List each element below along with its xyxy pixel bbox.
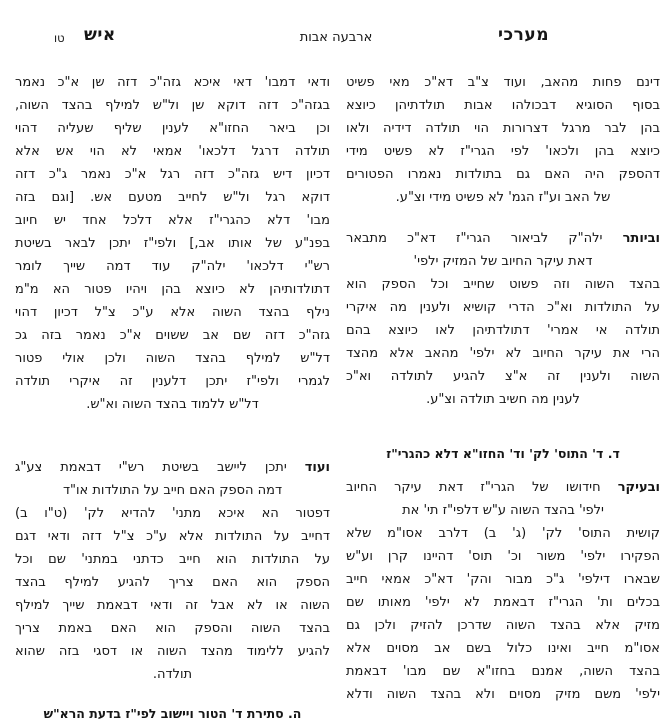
text-line: אסו"מ חייב ואינו כלול בשם אב מסוים אלא bbox=[346, 641, 660, 656]
text-line: תולדה. bbox=[152, 667, 193, 682]
text-line: הפקירו ילפי' משור וכ' תוס' דהיינו קרן וע"ש bbox=[346, 549, 660, 564]
text-line: דוקא רגל ול"ש לחייב מטעם אש. [וגם בזה bbox=[15, 190, 330, 205]
text-line: רש"י דלכאו' ילה"ק עוד דמה שייך לומר bbox=[15, 259, 330, 274]
section-heading: ה. סתירת ד' הטור ויישוב לפי"ז בדעת הרא"ש bbox=[43, 706, 302, 720]
text-line: בהצד השוה, אמנם בחזו"א שם מבו' דבאמת bbox=[346, 664, 660, 679]
text-line: נילף בהצד השוה אלא ע"כ צ"ל דכיון דהוי bbox=[15, 305, 330, 320]
text-line: לגמרי ולפי"ז יתכן דלענין זה איקרי תולדה bbox=[15, 374, 330, 389]
text-line: ועוד יתכן ליישב בשיטת רש"י דבאמת צע"ג bbox=[15, 460, 330, 475]
text-line: בהצד השוה וזה פשוט שחייב וכל הספק הוא bbox=[346, 277, 660, 292]
text-line: תולדה דרגל דלכאו' אמאי לא הוי אש אלא bbox=[15, 144, 330, 159]
text-line: מבו' דלא כהגרי"ז אלא דלכל אחד יש חיוב bbox=[15, 213, 330, 228]
text-line: תולדה אי אמרי' דתולדתיהן לאו כיוצא בהם bbox=[346, 323, 660, 338]
text-line: השוה ולענין זה א"צ להגיע לתולדה וא"כ bbox=[346, 369, 660, 384]
section-heading: ד. ד' התוס' לק' וד' החזו"א דלא כהגרי"ז bbox=[386, 446, 620, 461]
paragraph bbox=[15, 456, 330, 686]
text-line: בכלים ות' הגרי"ז דבאמת לא ילפי' מאותו שם bbox=[346, 595, 660, 610]
text-line: שבארו דילפי' ג"כ מבור והק' דא"כ אמאי חייב bbox=[346, 572, 660, 587]
text-line: בפנ"ע של אותו אב,] ולפי"ז יתכן לבאר בשיטת bbox=[15, 236, 330, 251]
running-head-title-left: איש bbox=[84, 25, 116, 45]
text-line: דכיון דיש גזה"כ דזה רגל א"כ נאמר ג"כ דזה bbox=[15, 167, 330, 182]
text-line: הרי את עיקר החיוב לא ילפי' מהאב אלא מהצד bbox=[346, 346, 660, 361]
column-left bbox=[15, 71, 330, 720]
text-line: מזיק אלא בהצד השוה שדרכן להזיק ולכן גם bbox=[346, 618, 660, 633]
paragraph bbox=[346, 227, 660, 411]
text-line: ילפי' משם מזיק מסוים ולא בהצד השוה ודלא bbox=[346, 687, 660, 702]
text-line: כיוצא בהן ולכאו' לפי הגרי"ז לא פשיט מידי bbox=[346, 144, 660, 159]
text-line: דמה הספק האם חייב על התולדות או"ד bbox=[62, 483, 283, 498]
text-line: גזה"כ דזה שם אב ששוים א"כ נאמר בזה גכ bbox=[15, 328, 330, 343]
column-right bbox=[346, 71, 660, 706]
text-line: הספק הוא האם צריך להגיע למילף בהצד bbox=[15, 575, 330, 590]
paragraph bbox=[15, 71, 330, 416]
text-line: דתולדותיהן לא כיוצא בהן ויהיו פטור הא מ"מ bbox=[15, 282, 330, 297]
text-line: בהן לבר מרגל דצרורות הוי תולדה דידיה ולאו bbox=[346, 121, 660, 136]
text-line: בגזה"כ דזה דוקא שן ול"ש למילף בהצד השוה, bbox=[15, 98, 330, 113]
running-head-title-right: מערכי bbox=[498, 25, 549, 45]
page-number: טו bbox=[54, 31, 65, 45]
text-line: דפטור הא איכא מתני' להדיא לק' (ט"ו ב) bbox=[15, 506, 330, 521]
text-line: דל"ש ללמוד בהצד השוה וא"ש. bbox=[86, 397, 259, 412]
paragraph bbox=[346, 476, 660, 706]
text-line: ודאי דמבו' דאי איכא גזה"כ דזה שן א"כ נאמר bbox=[15, 75, 330, 90]
text-line: לענין מה חשיב תולדה וצ"ע. bbox=[426, 392, 580, 407]
text-line: וכן ביאר החזו"א לענין שליף שעליה דהוי bbox=[15, 121, 330, 136]
text-line: השוה או לא אבל זה ודאי דבאמת שייך למילף bbox=[15, 598, 330, 613]
text-line: דחייב על התולדות אלא ע"כ צ"ל דזה ודאי דגם bbox=[15, 529, 330, 544]
paragraph bbox=[346, 71, 660, 209]
text-line: דל"ש למילף בהצד השוה ולכן אולי פטור bbox=[15, 351, 330, 366]
text-line: דינם פחות מהאב, ועוד צ"ב דא"כ מאי פשיט bbox=[346, 75, 660, 90]
text-line: ובעיקר חידושו של הגרי"ז דאת עיקר החיוב bbox=[346, 480, 660, 495]
text-line: דאת עיקר החיוב של המזיק ילפי' bbox=[413, 254, 593, 269]
text-line: בסוף הסוגיא דבכולהו אבות תולדתיהן כיוצא bbox=[346, 98, 660, 113]
text-line: להגיע ללימוד מהצד השוה או דסגי בזה שהוא bbox=[15, 644, 330, 659]
text-line: בהצד השוה והספק הוא האם באמת צריך bbox=[15, 621, 330, 636]
text-line: ילפי' בהצד השוה ע"ש דלפי"ז תי' את bbox=[402, 503, 604, 518]
text-line: על התולדות וא"כ הדרי קושיא ולענין מה איקרי bbox=[346, 300, 660, 315]
text-line: על התולדות הוא חייב כדתני במתני' שם וכל bbox=[15, 552, 330, 567]
text-line: קושית התוס' לק' (ג' ב) דלרב אסו"מ שלא bbox=[346, 526, 660, 541]
running-head-tractate: ארבעה אבות bbox=[299, 30, 373, 45]
text-line: וביותר ילה"ק לביאור הגרי"ז דא"כ מתבאר bbox=[346, 231, 660, 246]
text-line: דהספק היה האם גם בתולדות נאמרו הפטורים bbox=[346, 167, 660, 182]
text-line: של האב וע"ז הגמ' לא פשיט מידי וצ"ע. bbox=[395, 190, 611, 205]
